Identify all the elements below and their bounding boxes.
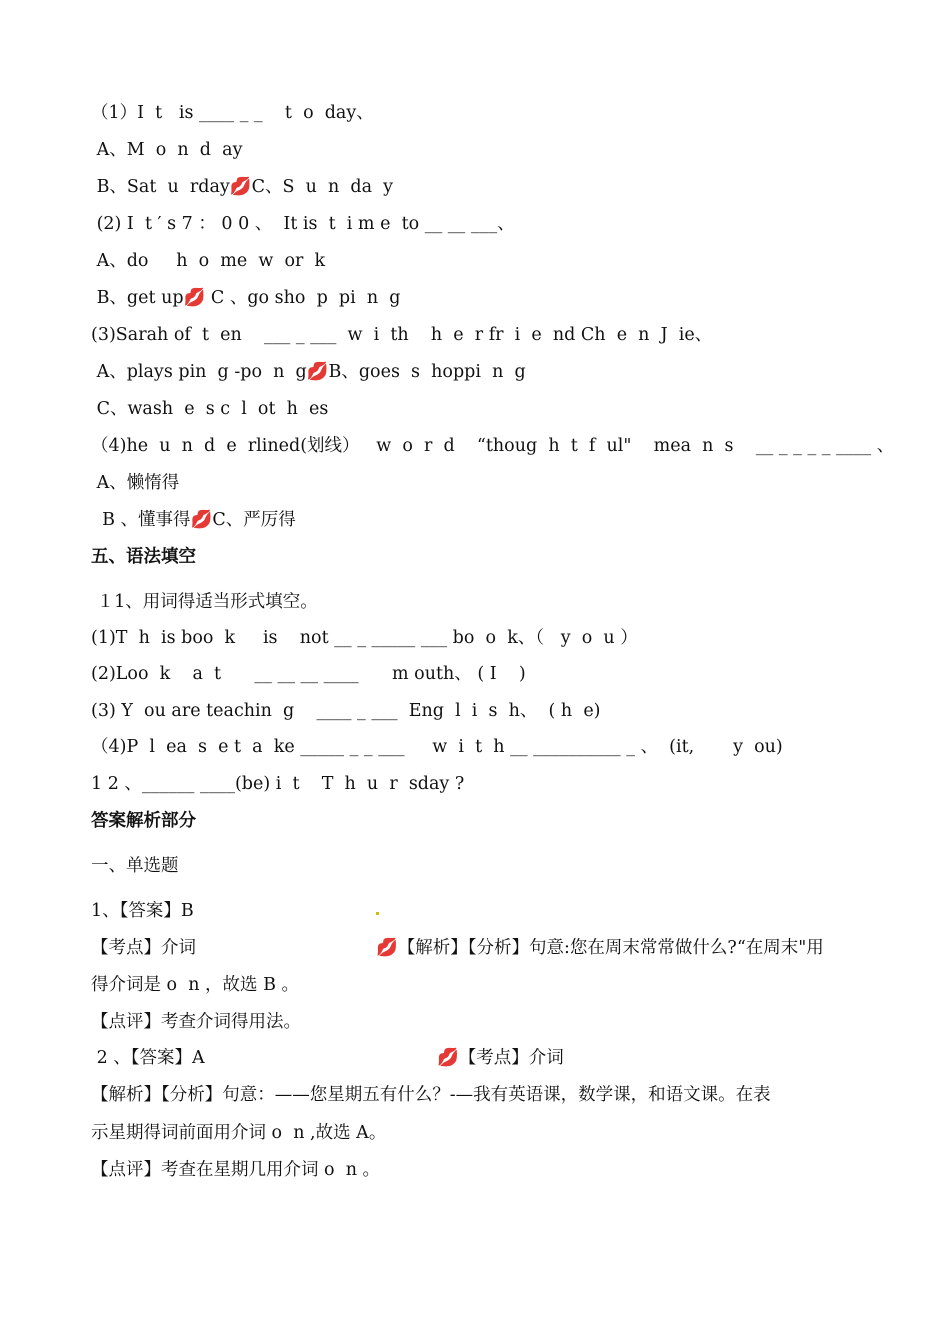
question-2-option-a: A、do h o me w or k (91, 251, 326, 271)
question-1-options-bc: B、Sat u rday💋C、S u n da y (91, 177, 394, 197)
question-3-options-ab: A、plays pin g -po n g💋B、goes s hoppi n g (91, 362, 526, 382)
answer-2-analysis-cont: 示星期得词前面用介词 o n ,故选 A。 (91, 1123, 387, 1143)
answer-2-key: 2 、【答案】A (91, 1048, 205, 1068)
exercise-11-item-1: (1)T h is boo k is not __ _ _____ ___ bo o k、（ y o u ） (91, 628, 638, 648)
answer-1-key: 1、【答案】B (91, 901, 194, 921)
answer-2-analysis: 【解析】【分析】句意：——您星期五有什么？-—我有英语课，数学课，和语文课。在表 (91, 1085, 771, 1105)
question-1-stem: （1）I t is ____ _ _ t o day、 (91, 103, 374, 123)
exercise-11-item-4: （4)P l ea s e t a ke _____ _ _ ___ w i t h __ __________ _ 、 (it, y ou) (91, 737, 783, 757)
stray-dot-mark (376, 912, 379, 915)
question-3-stem: (3)Sarah of t en ___ _ ___ w i th h e r fr i e nd Ch e n J ie、 (91, 325, 713, 345)
question-4-stem: （4)he u n d e rlined(划线） w o r d “thoug h t f ul" mea n s __ _ _ _ _ ____ 、 (91, 436, 895, 456)
question-3-option-c: C、wash e s c l ot h es (91, 399, 329, 419)
answer-2-topic: 💋【考点】介词 (437, 1048, 564, 1068)
answer-2-comment: 【点评】考查在星期几用介词 o n 。 (91, 1160, 381, 1180)
question-2-options-bc: B、get up💋 C 、go sho p pi n g (91, 288, 401, 308)
answer-1-analysis-cont: 得介词是 o n ，故选 B 。 (91, 975, 300, 995)
answer-1-analysis: 💋【解析】【分析】句意:您在周末常常做什么?“在周末"用 (376, 938, 824, 958)
exercise-11-item-3: (3) Y ou are teachin g ____ _ ___ Eng l i s h、 ( h e) (91, 701, 601, 721)
exercise-11-instruction: １1、用词得适当形式填空。 (91, 592, 318, 612)
answer-1-comment: 【点评】考查介词得用法。 (91, 1012, 301, 1032)
answers-subheading-single-choice: 一、单选题 (91, 856, 179, 876)
exercise-12: 1 2 、______ ____(be) i t T h u r sday ? (91, 774, 465, 794)
section-heading-grammar: 五、语法填空 (91, 547, 196, 567)
question-4-option-a: A、懒惰得 (91, 473, 180, 493)
exercise-11-item-2: (2)Loo k a t __ __ __ ____ m outh、 ( I ) (91, 664, 526, 684)
section-heading-answers: 答案解析部分 (91, 811, 196, 831)
answer-1-topic: 【考点】介词 (91, 938, 196, 958)
question-1-option-a: A、M o n d ay (91, 140, 243, 160)
question-4-options-bc: B 、懂事得💋C、严厉得 (91, 510, 296, 530)
question-2-stem: (2) I t ′ s 7 ： 0 0 、 It is t i m e to __ __ ___、 (91, 214, 515, 234)
